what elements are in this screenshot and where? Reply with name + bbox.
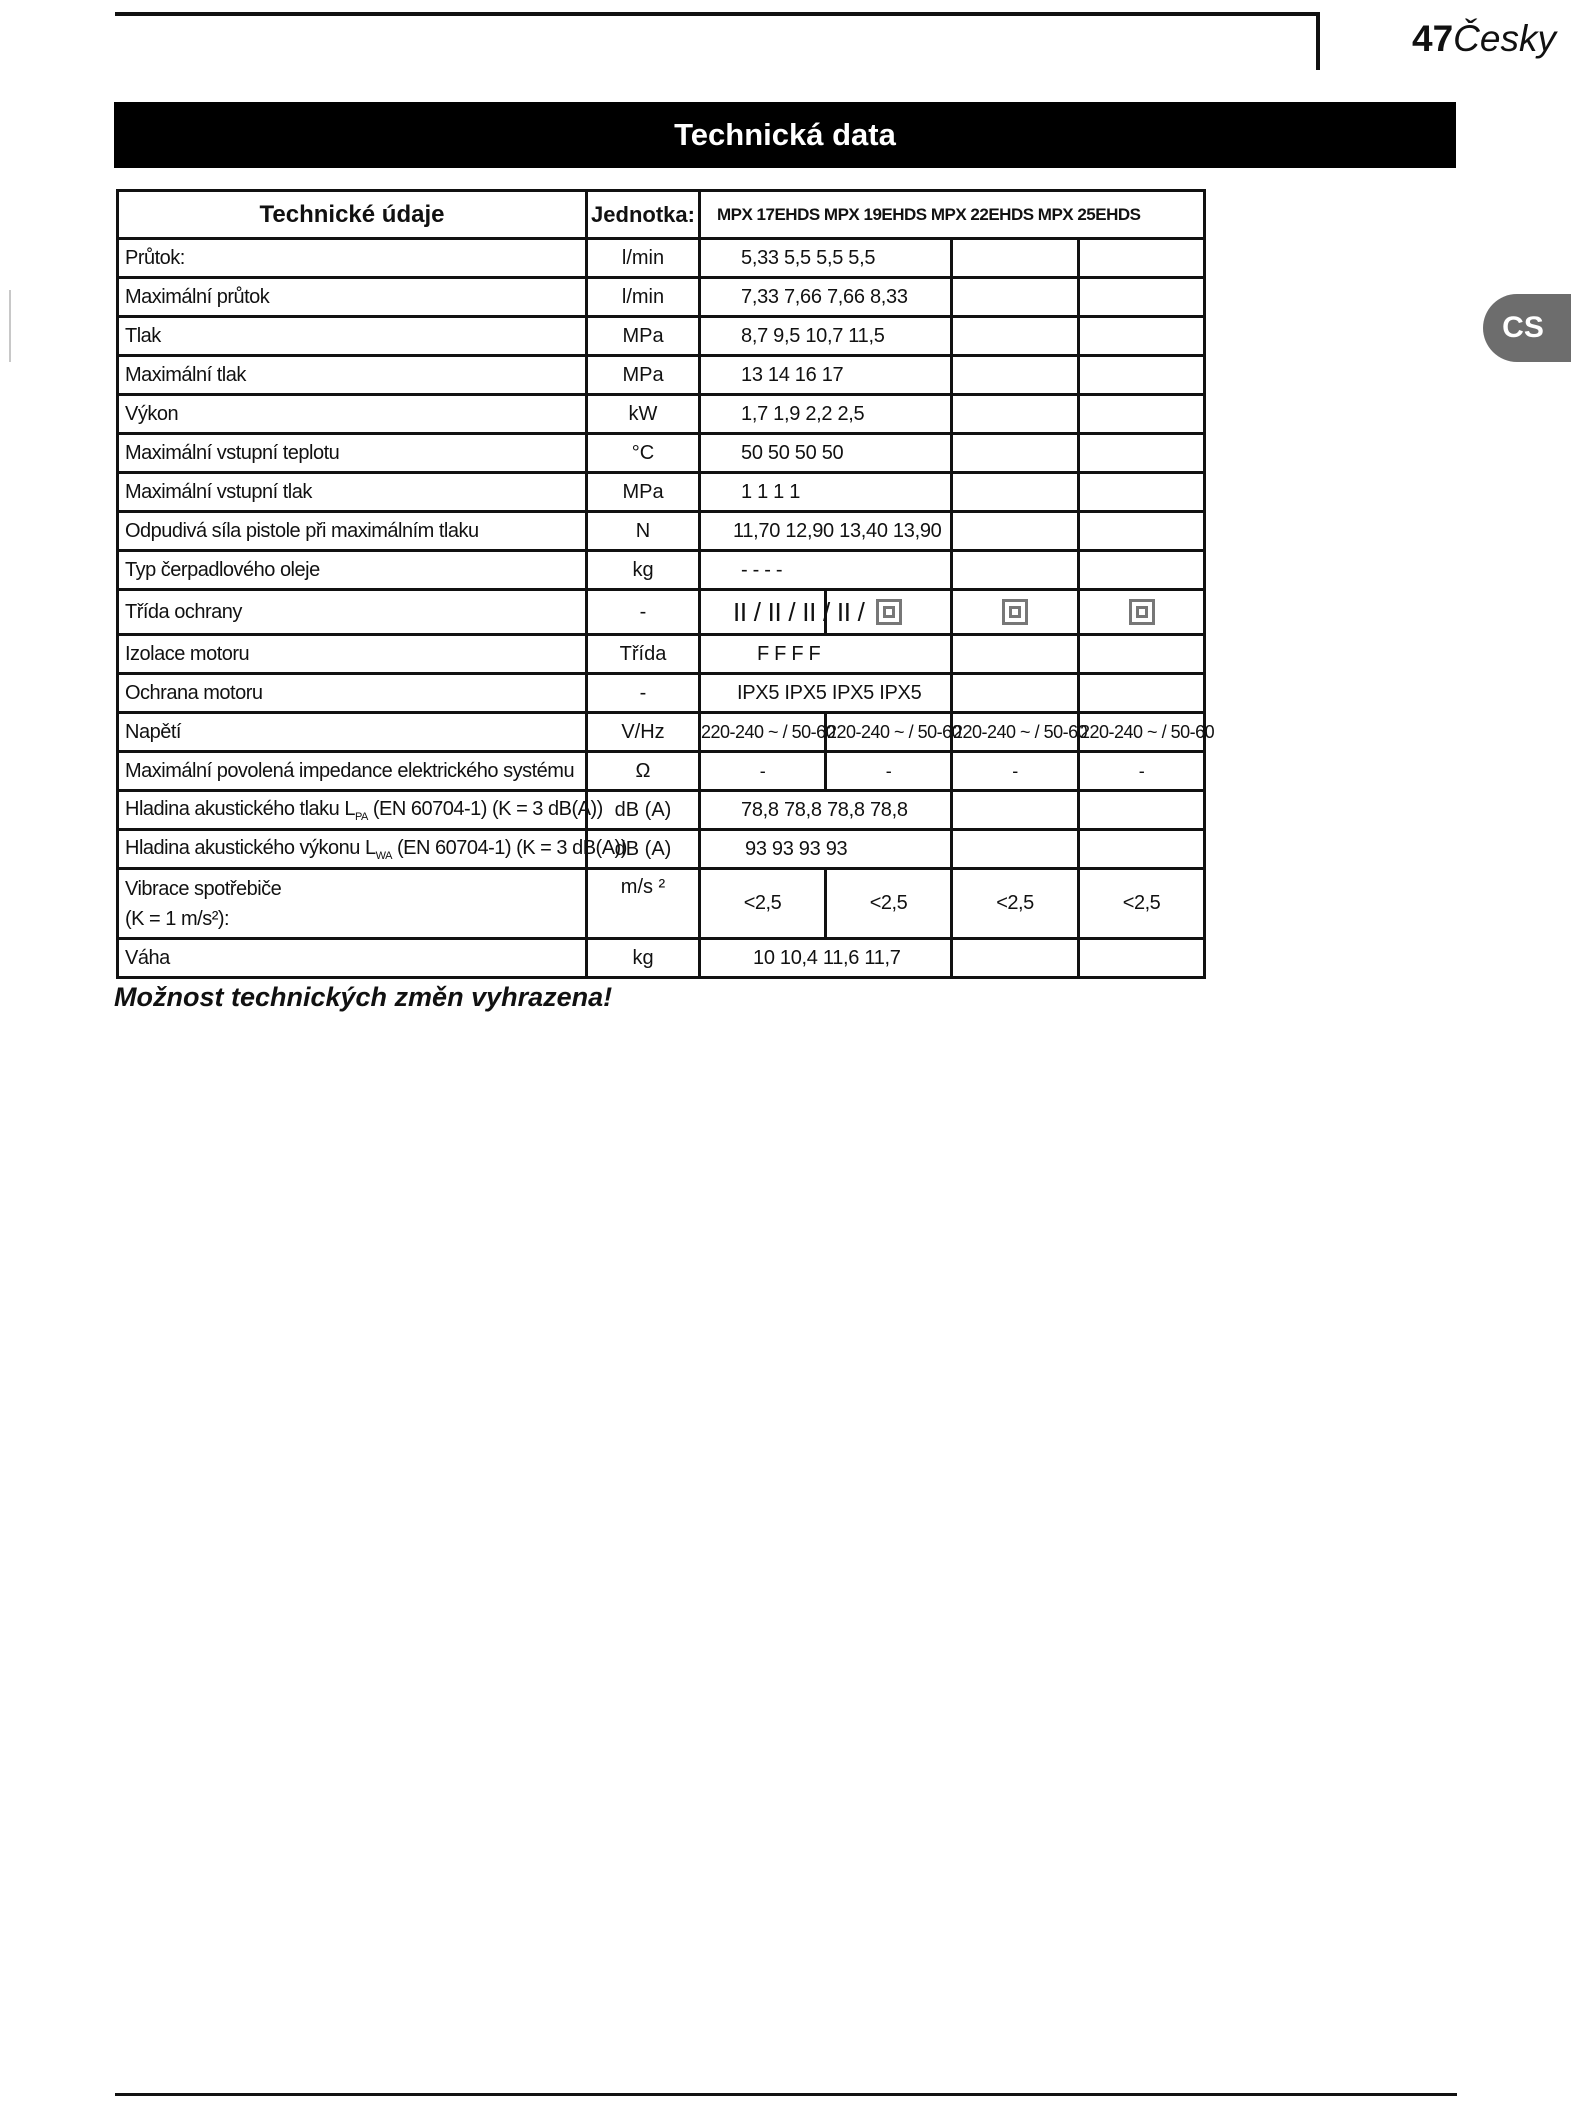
table-row-sound-power: [118, 830, 1205, 869]
row-unit: m/s ²: [587, 869, 700, 939]
impedance-cell: -: [700, 752, 826, 791]
row-values: - - - -: [700, 551, 952, 590]
table-row: [118, 512, 1205, 551]
impedance-cell: -: [1079, 752, 1205, 791]
label-text: (EN 60704-1) (K = 3 dB(A)): [367, 797, 603, 820]
empty-cell: [1079, 674, 1205, 713]
row-label: Maximální průtok: [118, 278, 587, 317]
row-label: Průtok:: [118, 239, 587, 278]
double-insulation-icon: [1129, 599, 1155, 625]
row-label: Maximální tlak: [118, 356, 587, 395]
row-label: Váha: [118, 939, 587, 978]
row-label: Ochrana motoru: [118, 674, 587, 713]
voltage-cell: 220-240 ~ / 50-60: [826, 713, 952, 752]
row-values: 1 1 1 1: [700, 473, 952, 512]
vibration-cell: <2,5: [700, 869, 826, 939]
row-unit: V/Hz: [587, 713, 700, 752]
row-unit: N: [587, 512, 700, 551]
language-tab: CS: [1483, 294, 1571, 362]
table-row-voltage: [118, 713, 1205, 752]
row-values: F F F F: [700, 635, 952, 674]
row-values: 8,7 9,5 10,7 11,5: [700, 317, 952, 356]
header-parameter: Technické údaje: [118, 191, 587, 239]
table-row-impedance: [118, 752, 1205, 791]
row-label: Napětí: [118, 713, 587, 752]
empty-cell: [1079, 356, 1205, 395]
empty-cell: [1079, 434, 1205, 473]
section-title: Technická data: [114, 102, 1456, 168]
table-row: [118, 278, 1205, 317]
row-unit: dB (A): [587, 791, 700, 830]
empty-cell: [1079, 317, 1205, 356]
row-unit: °C: [587, 434, 700, 473]
class-ii-cell: [952, 590, 1079, 635]
row-values: 11,70 12,90 13,40 13,90: [700, 512, 952, 551]
row-values: 78,8 78,8 78,8 78,8: [700, 791, 952, 830]
double-insulation-icon: [1002, 599, 1028, 625]
row-values-protection-class: [700, 590, 865, 635]
empty-cell: [952, 434, 1079, 473]
empty-cell: [952, 939, 1079, 978]
table-row: [118, 239, 1205, 278]
row-label: Maximální vstupní teplotu: [118, 434, 587, 473]
row-unit: kg: [587, 939, 700, 978]
technical-data-table: [116, 189, 1215, 979]
empty-cell: [1079, 830, 1205, 869]
row-unit: MPa: [587, 317, 700, 356]
row-label: Tlak: [118, 317, 587, 356]
table-row: [118, 674, 1205, 713]
empty-cell: [952, 635, 1079, 674]
vibration-cell: <2,5: [826, 869, 952, 939]
label-text: Hladina akustického tlaku L: [125, 797, 355, 820]
row-values: 1,7 1,9 2,2 2,5: [700, 395, 952, 434]
table-row-vibration: [118, 869, 1205, 939]
row-unit: -: [587, 674, 700, 713]
label-text: Hladina akustického výkonu L: [125, 836, 376, 859]
bottom-rule: [115, 2093, 1457, 2096]
table-row: [118, 434, 1205, 473]
row-values: 10 10,4 11,6 11,7: [700, 939, 952, 978]
voltage-cell: 220-240 ~ / 50-60: [952, 713, 1079, 752]
row-label: Maximální vstupní tlak: [118, 473, 587, 512]
empty-cell: [952, 278, 1079, 317]
header-unit: Jednotka:: [587, 191, 700, 239]
row-label: Třída ochrany: [118, 590, 587, 635]
row-label: [118, 791, 603, 830]
empty-cell: [952, 356, 1079, 395]
header-models: MPX 17EHDS MPX 19EHDS MPX 22EHDS MPX 25EHDS: [700, 191, 1205, 239]
empty-cell: [952, 512, 1079, 551]
table-row: [118, 317, 1205, 356]
class-ii-cell: [1079, 590, 1205, 635]
label-line: (K = 1 m/s²):: [125, 907, 230, 930]
page-header: [1412, 18, 1556, 60]
row-values: 50 50 50 50: [700, 434, 952, 473]
row-values: 5,33 5,5 5,5 5,5: [700, 239, 952, 278]
label-subscript: WA: [375, 849, 392, 862]
voltage-cell: 220-240 ~ / 50-60: [1079, 713, 1205, 752]
row-unit: kW: [587, 395, 700, 434]
protection-class-text: II / II / II / II /: [733, 596, 865, 627]
empty-cell: [1079, 395, 1205, 434]
row-label: [118, 830, 627, 869]
table-row: [118, 551, 1205, 590]
row-label: Výkon: [118, 395, 587, 434]
table-row: [118, 356, 1205, 395]
table-row: [118, 473, 1205, 512]
row-label: Maximální povolená impedance elektrického systému: [118, 752, 587, 791]
table-row-sound-pressure: [118, 791, 1205, 830]
empty-cell: [952, 674, 1079, 713]
row-unit: MPa: [587, 356, 700, 395]
empty-cell: [952, 473, 1079, 512]
label-subscript: PA: [354, 810, 368, 823]
label-line: Vibrace spotřebiče: [125, 877, 282, 900]
row-unit: Ω: [587, 752, 700, 791]
table-row: [118, 395, 1205, 434]
impedance-cell: -: [826, 752, 952, 791]
empty-cell: [1079, 239, 1205, 278]
row-label: Odpudivá síla pistole při maximálním tlaku: [118, 512, 587, 551]
row-label: Izolace motoru: [118, 635, 587, 674]
vibration-cell: <2,5: [1079, 869, 1205, 939]
row-unit: dB (A): [587, 830, 700, 869]
empty-cell: [952, 830, 1079, 869]
table-row-weight: [118, 939, 1205, 978]
empty-cell: [952, 791, 1079, 830]
top-rule: [115, 12, 1319, 16]
voltage-cell: 220-240 ~ / 50-60: [700, 713, 826, 752]
row-values: IPX5 IPX5 IPX5 IPX5: [700, 674, 952, 713]
empty-cell: [1079, 939, 1205, 978]
row-unit: kg: [587, 551, 700, 590]
row-unit: l/min: [587, 239, 700, 278]
row-values: 93 93 93 93: [700, 830, 952, 869]
row-label: Typ čerpadlového oleje: [118, 551, 587, 590]
vibration-cell: <2,5: [952, 869, 1079, 939]
empty-cell: [1079, 512, 1205, 551]
empty-cell: [1079, 278, 1205, 317]
impedance-cell: -: [952, 752, 1079, 791]
empty-cell: [1079, 473, 1205, 512]
empty-cell: [1079, 635, 1205, 674]
table-row: [118, 635, 1205, 674]
row-unit: l/min: [587, 278, 700, 317]
empty-cell: [1079, 551, 1205, 590]
row-values: 7,33 7,66 7,66 8,33: [700, 278, 952, 317]
empty-cell: [952, 317, 1079, 356]
row-unit: MPa: [587, 473, 700, 512]
empty-cell: [952, 551, 1079, 590]
page-language: Česky: [1453, 18, 1556, 59]
table-header-row: [118, 191, 1205, 239]
row-label: [118, 869, 587, 939]
empty-cell: [1079, 791, 1205, 830]
row-values: 13 14 16 17: [700, 356, 952, 395]
double-insulation-icon: [876, 599, 902, 625]
label-text: (EN 60704-1) (K = 3 dB(A)): [391, 836, 627, 859]
top-rule-tick: [1316, 12, 1320, 70]
row-unit: Třída: [587, 635, 700, 674]
technical-changes-note: Možnost technických změn vyhrazena!: [114, 982, 613, 1012]
page-number: 47: [1412, 18, 1454, 59]
empty-cell: [952, 395, 1079, 434]
row-unit: -: [587, 590, 700, 635]
margin-mark: [9, 290, 11, 362]
empty-cell: [952, 239, 1079, 278]
table-row: [118, 590, 1205, 635]
